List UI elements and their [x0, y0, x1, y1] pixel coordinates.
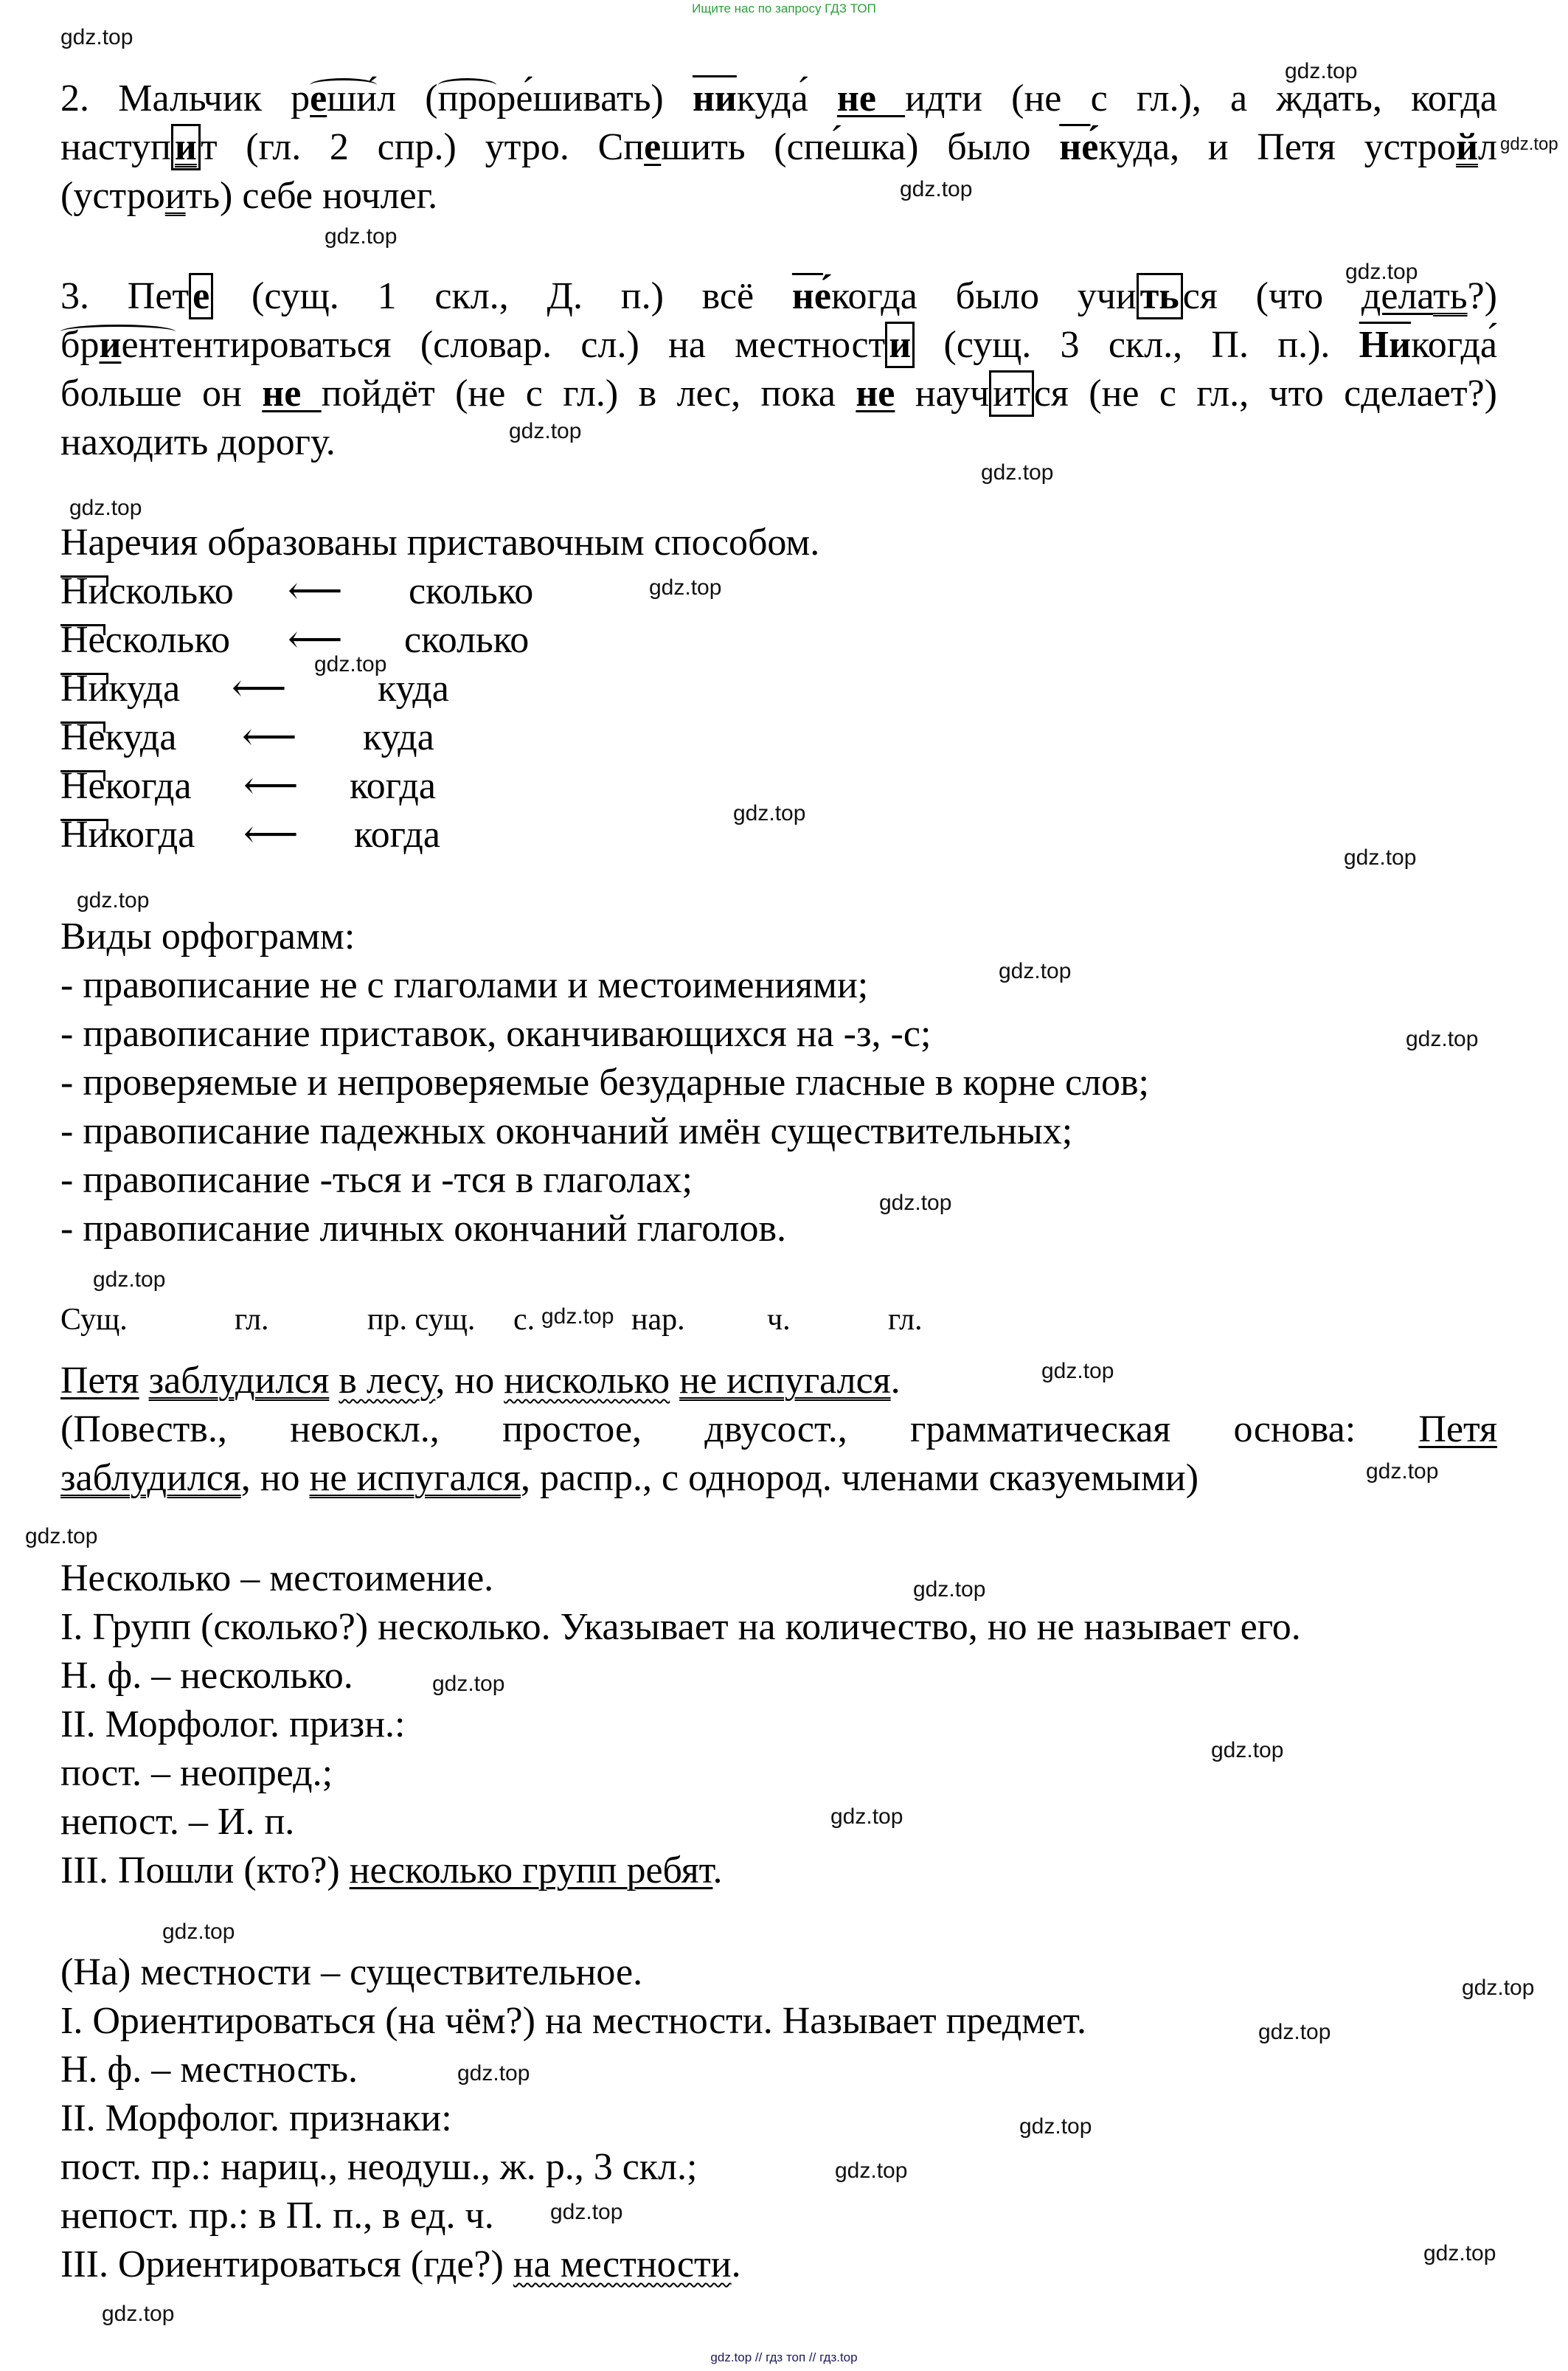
watermark: gdz.top [314, 652, 387, 676]
morph2-line: I. Ориентироваться (на чём?) на местности. Называет предмет. [60, 2000, 1087, 2042]
ex3-line-3: больше он не пойдёт (не с гл.) в лес, пока не научится (не с гл., что сделает?) [60, 372, 1497, 416]
parsed-sentence: Петя заблудился в лесу, но нисколько не испугался. [60, 1360, 901, 1402]
watermark: gdz.top [1285, 59, 1358, 83]
morph1-line: III. Пошли (кто?) несколько групп ребят. [60, 1849, 723, 1891]
ex2-line-3: (устроить) себе ночлег. [60, 175, 438, 217]
watermark: gdz.top [541, 1304, 614, 1329]
pos-label: пр. сущ. [367, 1303, 476, 1337]
watermark: gdz.top [900, 177, 973, 201]
watermark: gdz.top [879, 1191, 952, 1215]
arrow-left-icon: ⟵ [232, 668, 287, 710]
subject: Петя [60, 1360, 139, 1402]
ex3-line-2: бриентентироваться (словар. сл.) на местности (сущ. 3 скл., П. п.). Никогда́ [60, 323, 1497, 367]
watermark: gdz.top [325, 224, 398, 249]
morph2-line: Н. ф. – местность. [60, 2049, 358, 2091]
pos-label: нар. [631, 1303, 685, 1337]
watermark: gdz.top [1344, 845, 1417, 870]
morph1-line: пост. – неопред.; [60, 1752, 333, 1794]
watermark: gdz.top [1019, 2114, 1092, 2139]
arrow-left-icon: ⟵ [288, 570, 343, 612]
ex3-line-1: 3. Пете (сущ. 1 скл., Д. п.) всё не́когда было учиться (что делать?) [60, 274, 1497, 319]
watermark: gdz.top [509, 419, 582, 443]
arrow-left-icon: ⟵ [242, 716, 297, 758]
morph1-line: Н. ф. – несколько. [60, 1655, 353, 1697]
morph2-line: II. Морфолог. признаки: [60, 2097, 452, 2139]
orthogram-item: - правописание -ться и -тся в глаголах; [60, 1159, 693, 1201]
pos-label: ч. [767, 1303, 791, 1337]
predicate: не испугался [679, 1360, 891, 1402]
watermark: gdz.top [1258, 2020, 1331, 2044]
pos-label: Сущ. [60, 1303, 128, 1337]
orthogram-item: - правописание падежных окончаний имён существительных; [60, 1110, 1073, 1152]
watermark: gdz.top [25, 1524, 98, 1548]
watermark: gdz.top [830, 1804, 903, 1829]
watermark: gdz.top [999, 959, 1072, 983]
sentence-description-1: (Повеств., невоскл., простое, двусост., грамматическая основа: Петя [60, 1408, 1497, 1450]
header-search-link[interactable]: Ищите нас по запросу ГДЗ ТОП [692, 1, 876, 15]
arrow-left-icon: ⟵ [288, 619, 343, 661]
footer-links[interactable]: gdz.top // гдз топ // гдз.top [710, 2350, 858, 2364]
arrow-left-icon: ⟵ [243, 814, 299, 856]
watermark: gdz.top [981, 460, 1054, 485]
orthogram-item: - правописание приставок, оканчивающихся на -з, -с; [60, 1013, 932, 1055]
ex2-line-1: 2. Мальчик реши́л (проре́шивать) никуда́ не идти (не с гл.), а ждать, когда [60, 77, 1497, 120]
watermark: gdz.top [102, 2302, 175, 2326]
adverbial: нисколько [504, 1360, 670, 1402]
morph2-line: непост. пр.: в П. п., в ед. ч. [60, 2195, 494, 2237]
pos-label: гл. [235, 1303, 269, 1337]
ex3-line-4: находить дорогу. [60, 421, 336, 463]
watermark: gdz.top [93, 1267, 166, 1292]
watermark: gdz.top [60, 25, 133, 49]
watermark: gdz.top [1423, 2241, 1496, 2266]
morph2-line: III. Ориентироваться (где?) на местности. [60, 2243, 741, 2285]
orthogram-item: - правописание личных окончаний глаголов. [60, 1208, 787, 1250]
morph2-line: пост. пр.: нариц., неодуш., ж. р., 3 скл.; [60, 2146, 698, 2188]
watermark: gdz.top [835, 2159, 908, 2183]
watermark: gdz.top [1406, 1027, 1479, 1051]
adverbs-intro: Наречия образованы приставочным способом. [60, 522, 820, 564]
morph1-title: Несколько – местоимение. [60, 1557, 494, 1599]
morph1-line: непост. – И. п. [60, 1801, 295, 1843]
watermark: gdz.top [1500, 134, 1558, 154]
morph2-title: (На) местности – существительное. [60, 1951, 643, 1993]
predicate: заблудился [148, 1360, 330, 1402]
watermark: gdz.top [913, 1577, 986, 1602]
watermark: gdz.top [162, 1920, 235, 1944]
orthogram-item: - проверяемые и непроверяемые безударные гласные в корне слов; [60, 1062, 1150, 1104]
watermark: gdz.top [77, 888, 150, 913]
watermark: gdz.top [1211, 1738, 1284, 1762]
orthogram-item: - правописание не с глаголами и местоимениями; [60, 964, 869, 1006]
arrow-left-icon: ⟵ [243, 765, 299, 807]
watermark: gdz.top [1462, 1976, 1535, 2000]
watermark: gdz.top [649, 575, 722, 600]
pos-label: с. [513, 1303, 535, 1337]
ex2-line-2: наступит (гл. 2 спр.) утро. Спешить (спе́шка) было не́куда, и Петя устройл [60, 125, 1497, 170]
watermark: gdz.top [1345, 260, 1418, 284]
watermark: gdz.top [1041, 1359, 1114, 1383]
page: Ищите нас по запросу ГДЗ ТОП 2. Мальчик реши́л (проре́шивать) никуда́ не идти (не с гл.), а ждать, когда наступит (гл. 2 спр.) утро. Спешить (спе́шка) было не́куда, и Петя устройл (устроить) себе ночлег. 3. Пете (сущ. 1 скл., Д. п.) всё не́когда было учиться (что делать?) бриентентироваться (словар. сл.) на местности (сущ. 3 скл., П. п.). Никогда́ больше он не пойдёт (не с гл.) в лес, пока не научится (не с гл., что сделает?) находить дорогу. Наречия образованы приставочным способом. Нисколько ⟵ сколько Несколько ⟵ сколько Никуда ⟵ куда Некуда ⟵ куда Некогда ⟵ когда Никогда ⟵ когда Виды орфограмм: - правописание не с глаголами и местоимениями; - правописание приставок, оканчивающихся на -з, -с; - проверяемые и непроверяемые безударные гласные в корне слов; - правописание падежных окончаний имён существительных; - правописание -ться и -тся в глаголах; - правописание личных окончаний глаголов. Сущ. гл. пр. сущ. с. нар. ч. гл. Петя заблудился в лесу, но нисколько не испугался. (Повеств., невоскл., простое, двусост., грамматическая основа: Петя заблудился, но не испугался, распр., с однород. членами сказуемыми) Несколько – местоимение. I. Групп (сколько?) несколько. Указывает на количество, но не называет его. Н. ф. – несколько. II. Морфолог. призн.: пост. – неопред.; непост. – И. п. III. Пошли (кто?) несколько групп ребят. (На) местности – существительное. I. Ориентироваться (на чём?) на местности. Называет предмет. Н. ф. – местность. II. Морфолог. признаки: пост. пр.: нариц., неодуш., ж. р., 3 скл.; непост. пр.: в П. п., в ед. ч. III. Ориентироваться (где?) на местности. gdz.top gdz.top gdz.top gdz.top gdz.top gdz.top gdz.top gdz.top gdz.top gdz.top gdz.top gdz.top gdz.top gdz.top gdz.top gdz.top gdz.top gdz.top gdz.top gdz.top gdz.top gdz.top gdz.top gdz.top gdz.top gdz.top gdz.top gdz.top gdz.top gdz.top gdz.top gdz.top gdz.top gdz.top gdz.top gdz.top // гдз топ // гдз.top [0, 0, 1568, 2371]
sentence-description-2: заблудился, но не испугался, распр., с однород. членами сказуемыми) [60, 1457, 1199, 1499]
watermark: gdz.top [432, 1672, 505, 1696]
watermark: gdz.top [1366, 1459, 1439, 1484]
morph1-line: I. Групп (сколько?) несколько. Указывает на количество, но не называет его. [60, 1606, 1301, 1648]
adverbial: в лесу [339, 1360, 436, 1402]
orthograms-title: Виды орфограмм: [60, 915, 355, 958]
watermark: gdz.top [550, 2200, 623, 2224]
watermark: gdz.top [69, 496, 142, 520]
watermark: gdz.top [733, 801, 806, 825]
pos-label: гл. [888, 1303, 923, 1337]
watermark: gdz.top [457, 2061, 530, 2086]
morph1-line: II. Морфолог. призн.: [60, 1703, 406, 1745]
